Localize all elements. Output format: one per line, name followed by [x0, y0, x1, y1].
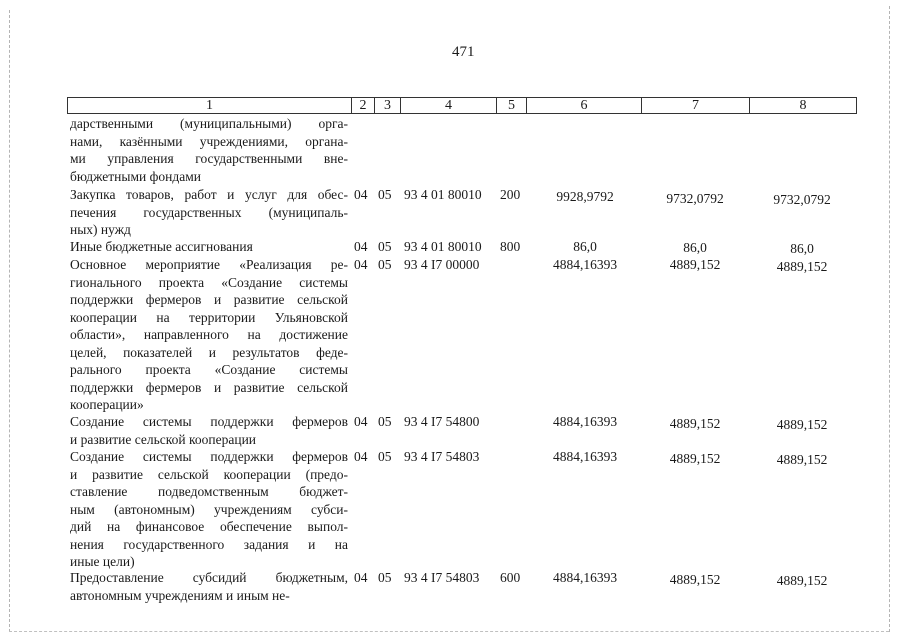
section-code: 04 [354, 187, 368, 202]
description-line: и развитие сельской кооперации (предо- [70, 466, 348, 482]
description-line: ставление подведомственным бюджет- [70, 484, 348, 499]
amount-col-6: 4884,16393 [552, 449, 618, 464]
description-line: Предоставление субсидий бюджетным, [70, 570, 348, 585]
scan-edge-right [889, 6, 890, 632]
description-line: поддержки фермеров и развитие сельской [70, 292, 348, 307]
subsection-code: 05 [378, 239, 392, 254]
expense-type-code: 600 [500, 570, 521, 585]
description-line: дарственными (муниципальными) орга- [70, 116, 348, 131]
section-code: 04 [354, 449, 368, 464]
description-line: Создание системы поддержки фермеров [70, 449, 348, 464]
row-description [70, 448, 348, 571]
description-line: поддержки фермеров и развитие сельской [70, 379, 348, 395]
target-article-code: 93 4 I7 54803 [404, 449, 480, 464]
target-article-code: 93 4 I7 54800 [404, 414, 480, 429]
amount-col-8: 4889,152 [776, 417, 828, 432]
header-col-7: 7 [641, 97, 750, 114]
description-line: дий на финансовое обеспечение выпол- [70, 519, 348, 534]
header-col-8: 8 [749, 97, 857, 114]
amount-col-7: 9732,0792 [666, 191, 724, 206]
amount-col-7: 4889,152 [669, 572, 721, 587]
amount-col-8: 4889,152 [776, 452, 828, 467]
header-col-5: 5 [496, 97, 527, 114]
description-line: печения государственных (муниципаль- [70, 204, 348, 220]
row-description [70, 413, 348, 448]
description-line: нения государственного задания и на [70, 536, 348, 552]
description-line: бюджетными фондами [70, 168, 201, 184]
amount-col-7: 86,0 [683, 240, 707, 255]
expense-type-code: 200 [500, 187, 521, 202]
description-line: Закупка товаров, работ и услуг для обес- [70, 187, 348, 202]
header-col-4: 4 [400, 97, 497, 114]
subsection-code: 05 [378, 414, 392, 429]
row-description [70, 115, 348, 185]
amount-col-6: 9928,9792 [556, 189, 614, 204]
description-line: кооперации на территории Ульяновской [70, 309, 348, 325]
header-col-1: 1 [67, 97, 352, 114]
description-line: Иные бюджетные ассигнования [70, 239, 253, 254]
section-code: 04 [354, 414, 368, 429]
description-line: целей, показателей и результатов феде- [70, 344, 348, 360]
description-line: области», направленного на достижение [70, 327, 348, 342]
description-line: автономным учреждениям и иным не- [70, 587, 290, 603]
scan-edge-left [9, 10, 10, 632]
expense-type-code: 800 [500, 239, 521, 254]
page-number: 471 [452, 44, 475, 60]
description-line: иные цели) [70, 554, 135, 569]
section-code: 04 [354, 570, 368, 585]
section-code: 04 [354, 239, 368, 254]
row-description [70, 238, 348, 256]
target-article-code: 93 4 I7 54803 [404, 570, 480, 585]
amount-col-8: 86,0 [790, 241, 814, 256]
subsection-code: 05 [378, 449, 392, 464]
description-line: ми управления государственными вне- [70, 151, 348, 166]
subsection-code: 05 [378, 257, 392, 272]
description-line: нами, казёнными учреждениями, органа- [70, 133, 348, 149]
amount-col-8: 4889,152 [776, 573, 828, 588]
amount-col-8: 4889,152 [776, 259, 828, 274]
header-col-3: 3 [374, 97, 401, 114]
amount-col-6: 4884,16393 [552, 570, 618, 585]
subsection-code: 05 [378, 570, 392, 585]
description-line: рального проекта «Создание системы [70, 362, 348, 377]
description-line: ным (автономным) учреждениям субси- [70, 501, 348, 517]
amount-col-6: 4884,16393 [552, 414, 618, 429]
description-line: Создание системы поддержки фермеров [70, 414, 348, 429]
subsection-code: 05 [378, 187, 392, 202]
description-line: и развитие сельской кооперации [70, 431, 257, 447]
amount-col-7: 4889,152 [669, 451, 721, 466]
header-col-6: 6 [526, 97, 642, 114]
row-description [70, 186, 348, 239]
amount-col-7: 4889,152 [669, 416, 721, 431]
amount-col-7: 4889,152 [669, 257, 721, 272]
header-col-2: 2 [351, 97, 375, 114]
description-line: гионального проекта «Создание системы [70, 274, 348, 290]
amount-col-6: 4884,16393 [552, 257, 618, 272]
target-article-code: 93 4 I7 00000 [404, 257, 480, 272]
scan-edge-bottom [9, 631, 889, 632]
description-line: кооперации» [70, 397, 144, 412]
description-line: Основное мероприятие «Реализация ре- [70, 257, 348, 272]
section-code: 04 [354, 257, 368, 272]
description-line: ных) нужд [70, 222, 131, 237]
target-article-code: 93 4 01 80010 [404, 239, 482, 254]
amount-col-6: 86,0 [573, 239, 597, 254]
row-description [70, 569, 348, 604]
amount-col-8: 9732,0792 [773, 192, 831, 207]
target-article-code: 93 4 01 80010 [404, 187, 482, 202]
row-description [70, 256, 348, 414]
